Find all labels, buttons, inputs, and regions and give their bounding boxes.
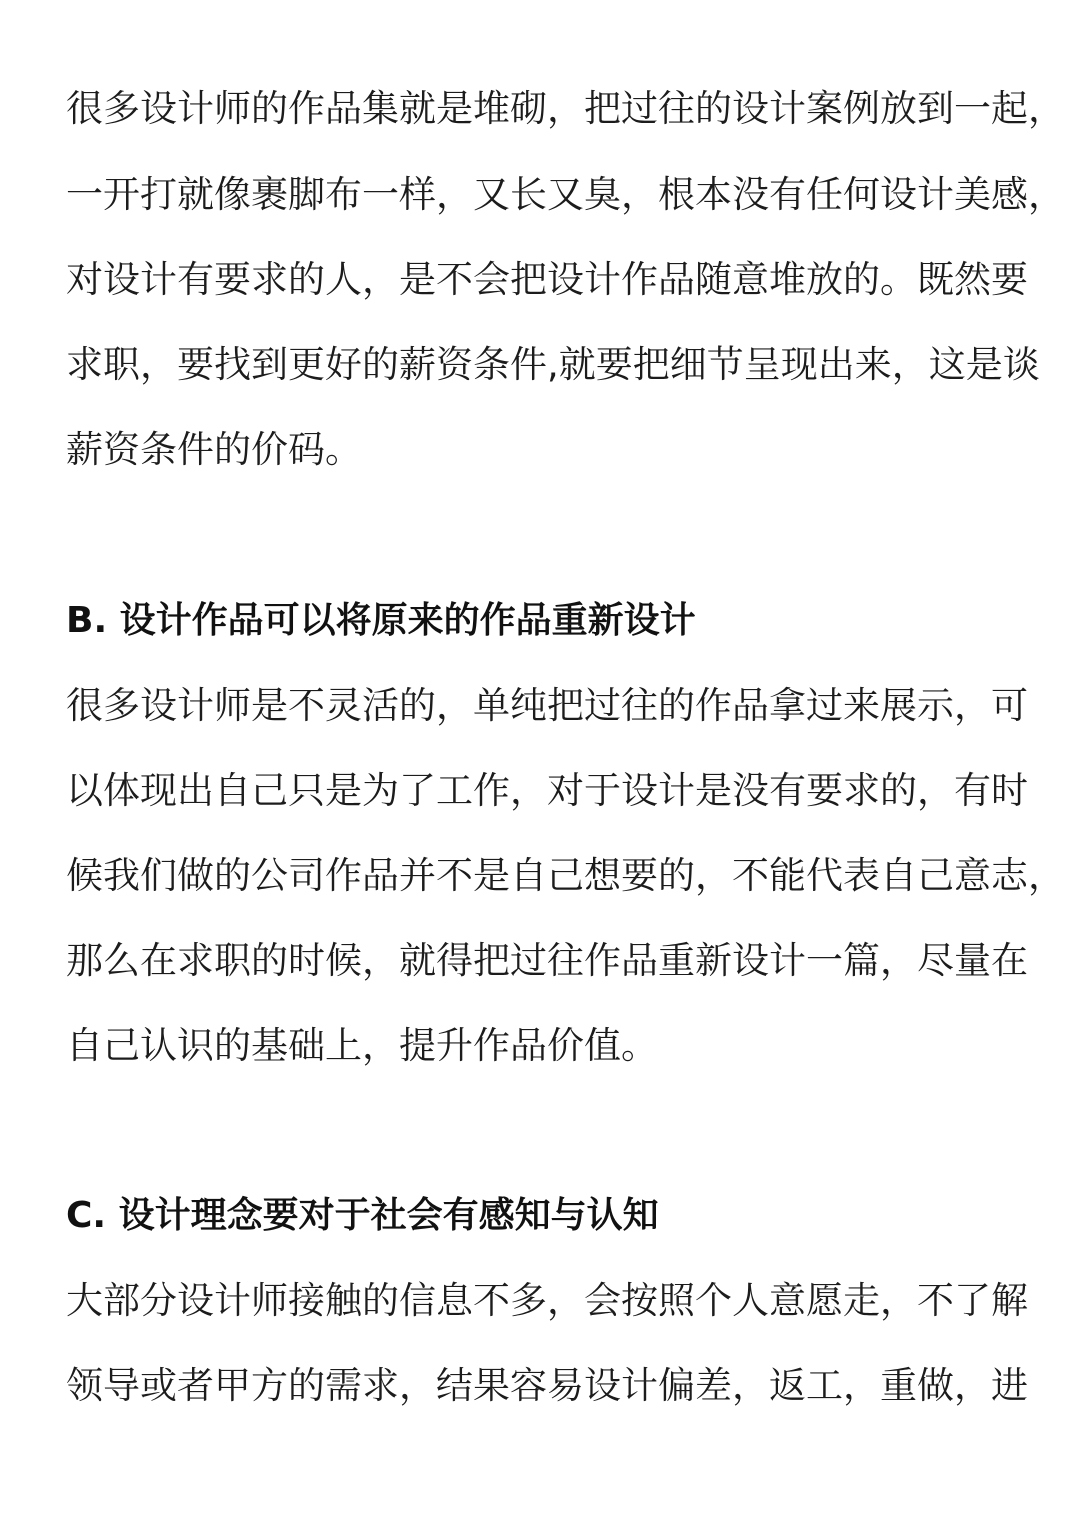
paragraph-line: 求职，要找到更好的薪资条件,就要把细节呈现出来，这是谈: [66, 343, 1040, 386]
paragraph-line: 很多设计师是不灵活的，单纯把过往的作品拿过来展示，可: [66, 684, 1028, 727]
paragraph-line: 对设计有要求的人，是不会把设计作品随意堆放的。既然要: [66, 258, 1028, 301]
paragraph-line: 以体现出自己只是为了工作，对于设计是没有要求的，有时: [66, 769, 1028, 812]
paragraph-line: 领导或者甲方的需求，结果容易设计偏差，返工，重做，进: [66, 1364, 1028, 1407]
paragraph-line: 一开打就像裹脚布一样，又长又臭，根本没有任何设计美感，: [66, 173, 1065, 216]
paragraph-line: 很多设计师的作品集就是堆砌，把过往的设计案例放到一起，: [66, 87, 1065, 130]
paragraph-line: 那么在求职的时候，就得把过往作品重新设计一篇，尽量在: [66, 939, 1028, 982]
section-heading: B. 设计作品可以将原来的作品重新设计: [66, 600, 696, 641]
paragraph-line: 自己认识的基础上，提升作品价值。: [66, 1024, 658, 1067]
section-heading: C. 设计理念要对于社会有感知与认知: [66, 1195, 659, 1236]
paragraph-line: 薪资条件的价码。: [66, 428, 362, 471]
paragraph-line: 候我们做的公司作品并不是自己想要的，不能代表自己意志，: [66, 854, 1065, 897]
paragraph-line: 大部分设计师接触的信息不多，会按照个人意愿走，不了解: [66, 1279, 1028, 1322]
